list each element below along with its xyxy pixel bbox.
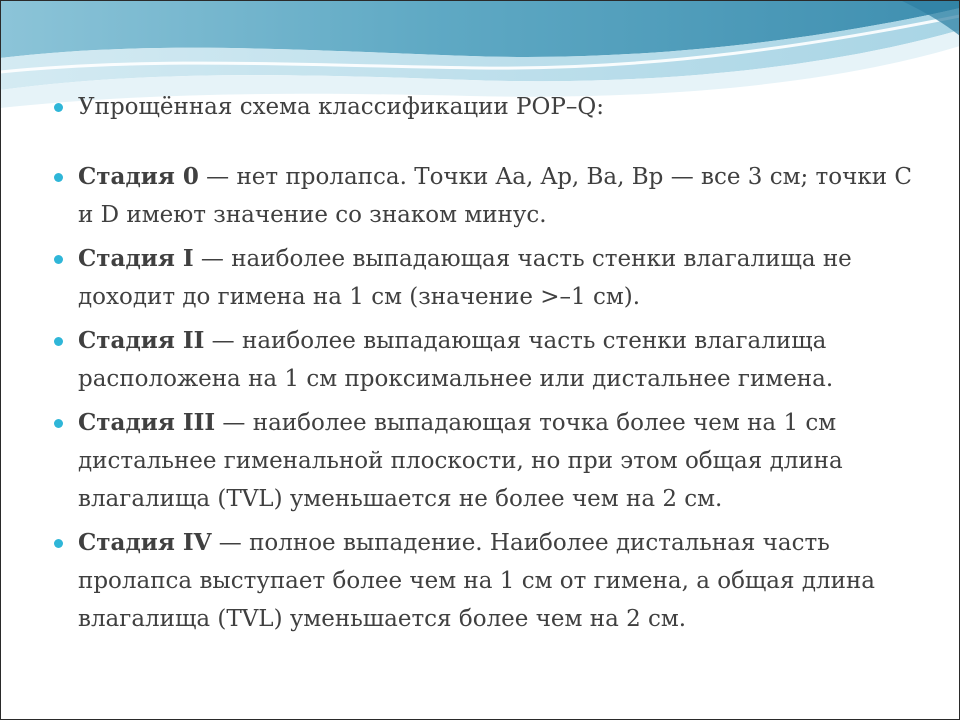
bullet-icon <box>54 419 63 428</box>
bullet-icon <box>54 173 63 182</box>
stage-0-item <box>54 158 914 234</box>
stage-3-item <box>54 404 914 518</box>
bullet-icon <box>54 255 63 264</box>
stage-2-item <box>54 322 914 398</box>
stage-description: — наиболее выпадающая часть стенки влагалища расположена на 1 см проксимальнее или дистальнее гимена. <box>78 328 834 392</box>
intro-text: Упрощённая схема классификации POP–Q: <box>78 94 604 120</box>
bullet-list <box>54 88 914 644</box>
intro-item <box>54 88 914 126</box>
bullet-icon <box>54 103 63 112</box>
stage-description: — нет пролапса. Точки Aa, Ap, Ba, Bp — все 3 см; точки C и D имеют значение со знаком минус. <box>78 164 912 228</box>
stage-name: Стадия I <box>78 245 194 272</box>
stage-description: — наиболее выпадающая точка более чем на 1 см дистальнее гименальной плоскости, но при этом общая длина влагалища (TVL) уменьшается не более чем на 2 см. <box>78 410 843 512</box>
bullet-icon <box>54 539 63 548</box>
stage-name: Стадия III <box>78 409 216 436</box>
stage-name: Стадия 0 <box>78 163 199 190</box>
stage-name: Стадия II <box>78 327 205 354</box>
stage-1-item <box>54 240 914 316</box>
bullet-icon <box>54 337 63 346</box>
stage-description: — наиболее выпадающая часть стенки влагалища не доходит до гимена на 1 см (значение >–1 см). <box>78 246 852 310</box>
stage-name: Стадия IV <box>78 529 212 556</box>
stage-description: — полное выпадение. Наиболее дистальная часть пролапса выступает более чем на 1 см от гимена, а общая длина влагалища (TVL) уменьшается более чем на 2 см. <box>78 530 875 632</box>
stage-4-item <box>54 524 914 638</box>
